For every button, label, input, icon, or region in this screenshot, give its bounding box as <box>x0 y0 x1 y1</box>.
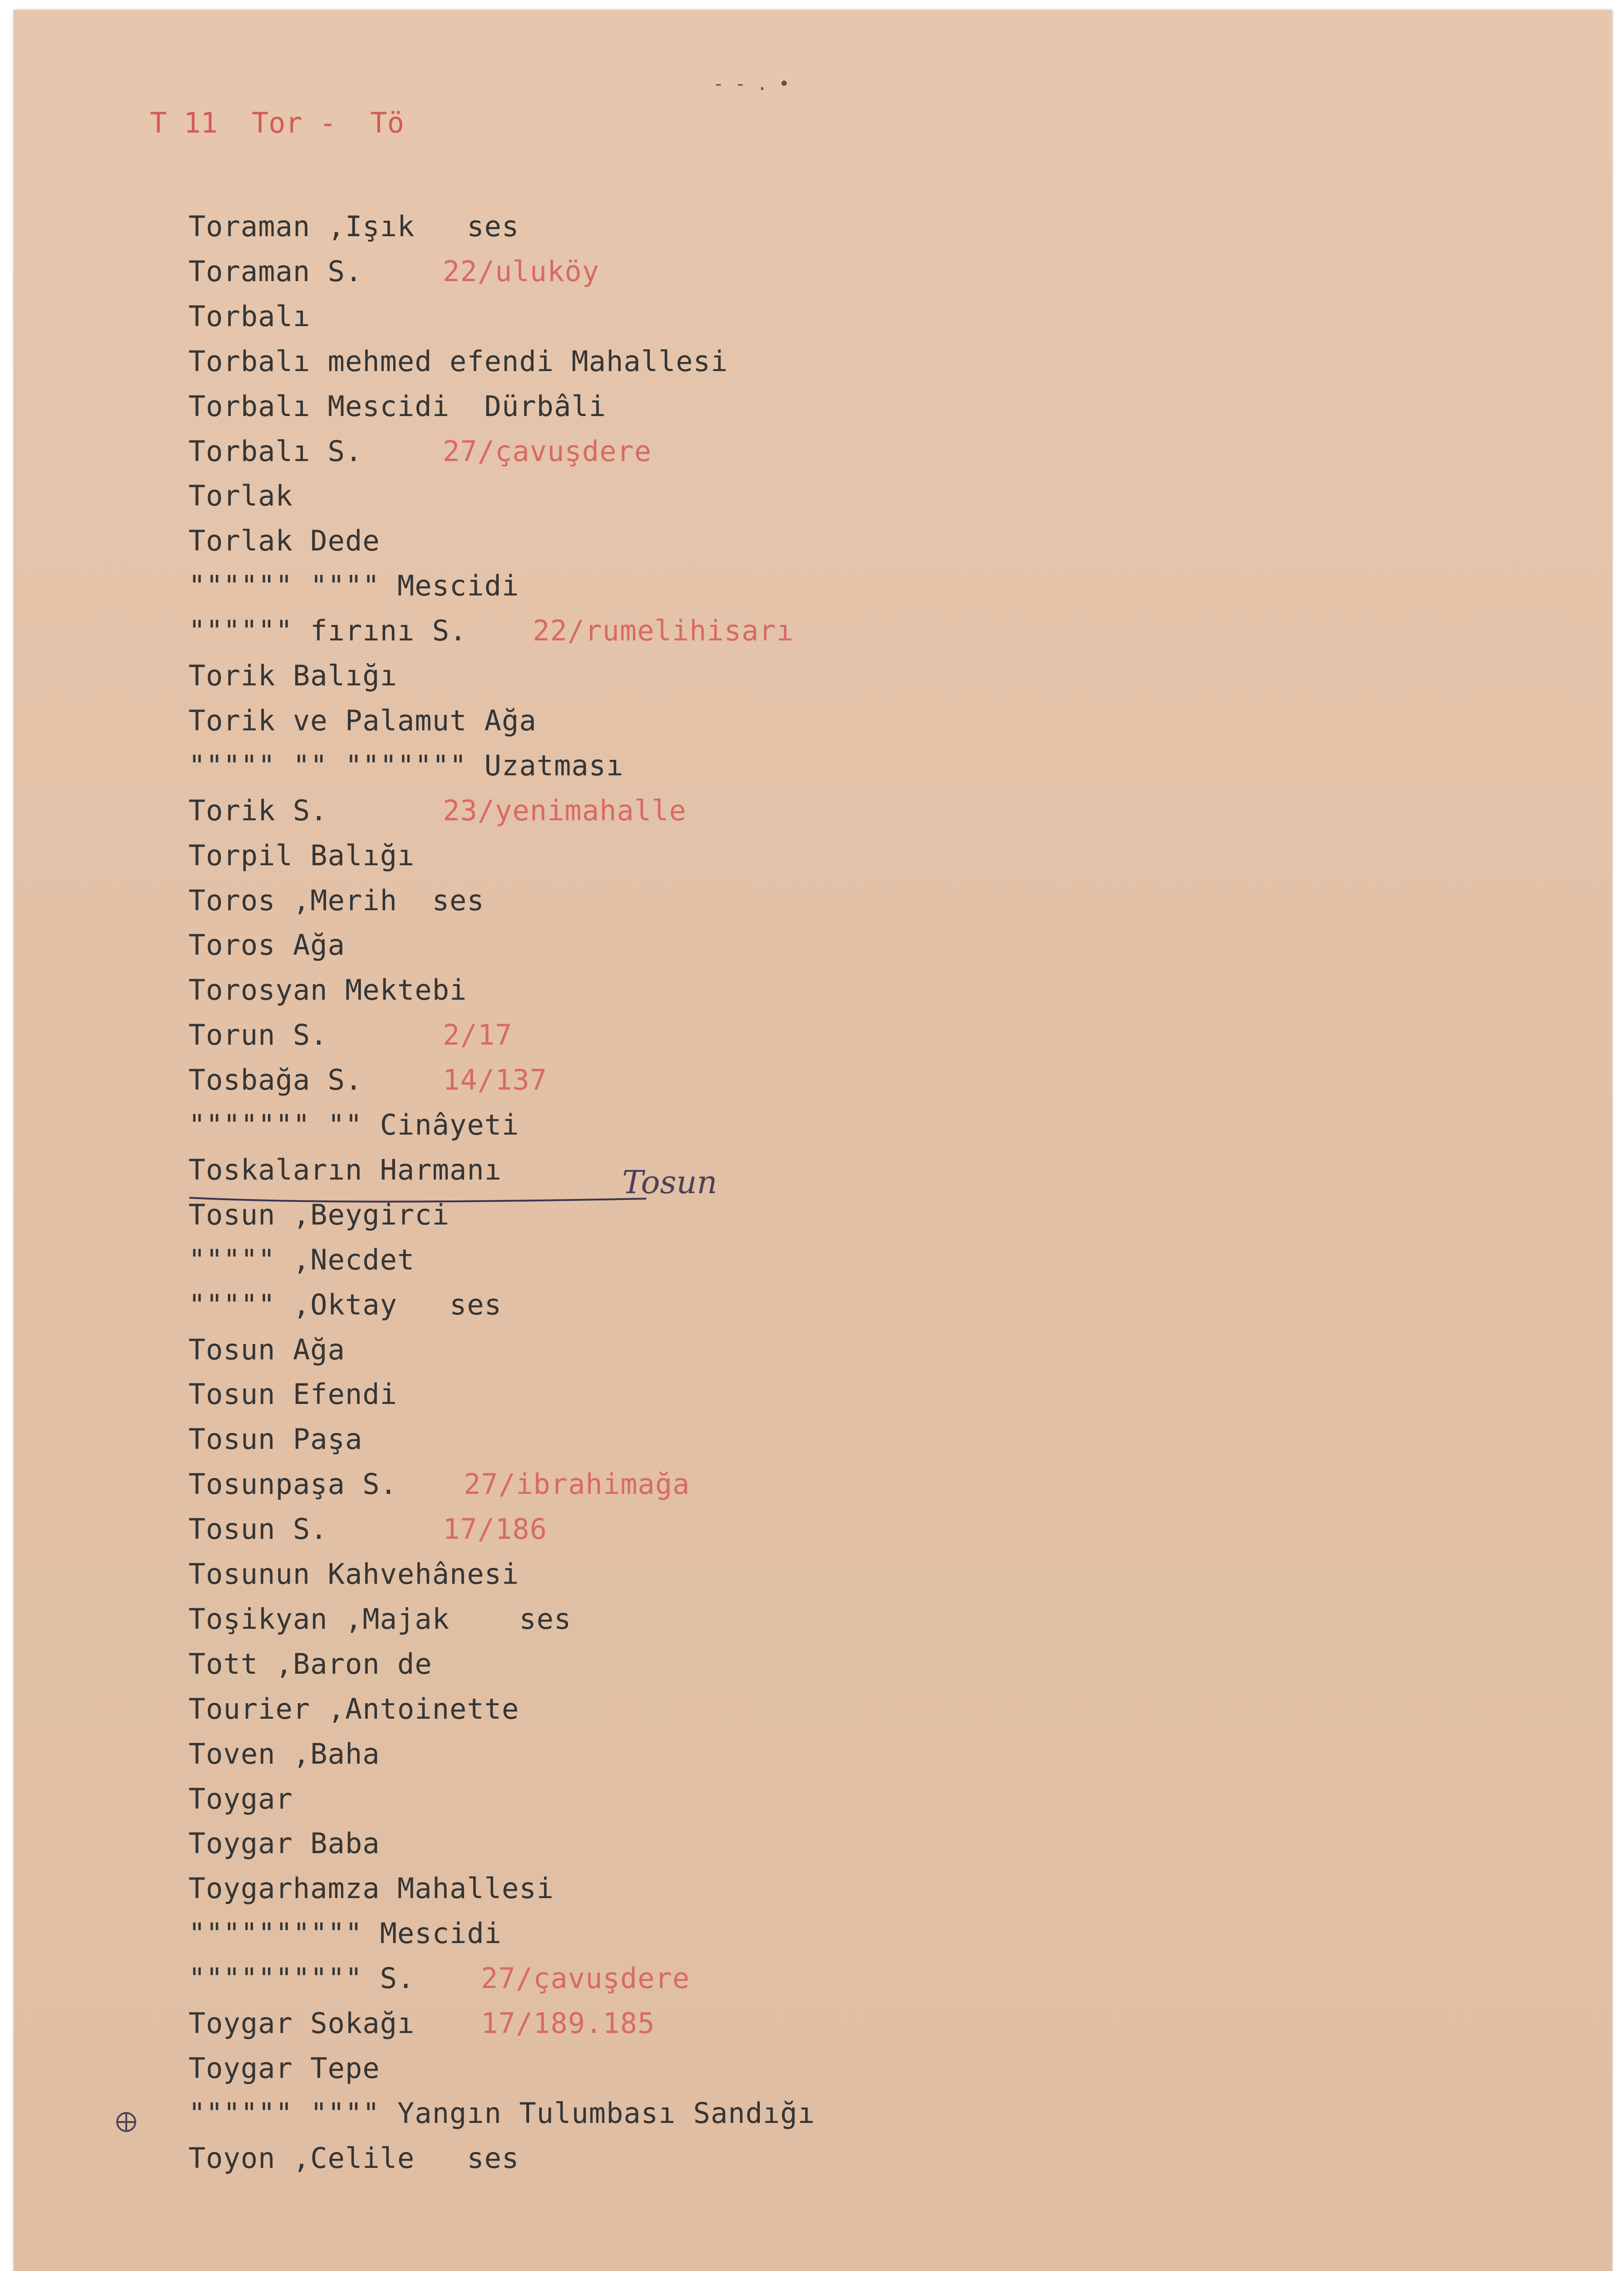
entry-text: Torbalı S. <box>188 434 363 468</box>
index-entry <box>188 1647 432 1688</box>
entry-reference: 27/ibrahimağa <box>464 1468 690 1501</box>
index-entry <box>188 390 606 431</box>
entry-reference: 14/137 <box>443 1063 547 1097</box>
entry-text: Toygar <box>188 1782 293 1815</box>
paper-marks: - - . • <box>713 74 790 94</box>
entry-text: Torun S. <box>188 1018 328 1052</box>
index-entry <box>188 254 599 296</box>
entry-text: """""" """" Yangın Tulumbası Sandığı <box>188 2096 815 2130</box>
index-entry <box>188 1153 502 1194</box>
index-entry <box>188 1468 690 1508</box>
entry-text: Torik ve Palamut Ağa <box>188 704 537 737</box>
entry-reference: 27/çavuşdere <box>481 1962 690 1995</box>
index-entry <box>188 1782 293 1823</box>
entry-text: Torik Balığı <box>188 659 397 692</box>
index-entry <box>188 1917 502 1958</box>
entry-text: Toygarhamza Mahallesi <box>188 1872 554 1905</box>
index-entry <box>188 524 380 565</box>
index-entry <box>188 569 519 610</box>
entry-text: """""""""" Mescidi <box>188 1917 502 1950</box>
entry-text: Tourier ,Antoinette <box>188 1692 520 1726</box>
entry-reference: 23/yenimahalle <box>443 793 687 827</box>
index-entry <box>188 749 624 790</box>
entry-text: Toşikyan ,Majak ses <box>188 1602 572 1636</box>
entry-text: Toygar Sokağı <box>188 2007 415 2040</box>
entry-text: Toraman S. <box>188 254 363 288</box>
entry-text: Tosun Efendi <box>188 1378 397 1411</box>
index-entry <box>188 1108 519 1149</box>
index-entry <box>188 2052 380 2092</box>
index-entry <box>188 1557 519 1598</box>
entry-reference: 17/186 <box>443 1512 547 1546</box>
index-entry <box>188 1692 519 1733</box>
index-entry <box>188 345 728 386</box>
entry-text: """""" """" Mescidi <box>188 569 520 603</box>
index-entry <box>188 1512 547 1553</box>
entry-text: Torosyan Mektebi <box>188 973 467 1007</box>
entry-text: Toygar Baba <box>188 1827 380 1860</box>
entry-text: Torbalı mehmed efendi Mahallesi <box>188 344 728 378</box>
entry-text: Tosun Paşa <box>188 1423 363 1456</box>
entry-text: Torlak <box>188 479 293 513</box>
entry-text: Toskaların Harmanı <box>188 1153 502 1186</box>
entry-text: Tosun Ağa <box>188 1333 345 1366</box>
entry-reference: 17/189.185 <box>481 2007 655 2040</box>
index-entry <box>188 659 397 700</box>
index-entry <box>188 1288 502 1329</box>
index-entry <box>188 1872 554 1913</box>
entry-text: Toyon ,Celile ses <box>188 2141 520 2175</box>
handwritten-underline <box>188 1192 647 1206</box>
entry-reference: 22/uluköy <box>443 254 599 288</box>
handwritten-note: Tosun <box>622 1164 718 1201</box>
index-entry <box>188 839 415 880</box>
entry-reference: 2/17 <box>443 1018 513 1052</box>
index-entry <box>188 1423 362 1463</box>
index-entry <box>188 2142 519 2182</box>
entry-text: Torik S. <box>188 793 328 827</box>
entry-text: """"" "" """"""" Uzatması <box>188 749 624 782</box>
index-entry <box>188 434 652 476</box>
entry-text: Tosun S. <box>188 1512 328 1546</box>
entry-text: Torbalı Mescidi Dürbâli <box>188 389 606 423</box>
index-entry <box>188 884 485 925</box>
index-entry <box>188 210 519 251</box>
index-entry <box>188 1018 513 1059</box>
entry-text: """"""" "" Cinâyeti <box>188 1108 520 1141</box>
index-entry <box>188 614 794 655</box>
index-entry <box>188 1962 690 2003</box>
index-entry <box>188 1827 380 1868</box>
entry-text: Tott ,Baron de <box>188 1647 432 1681</box>
entry-text: Torbalı <box>188 299 311 333</box>
entry-text: Toros Ağa <box>188 928 345 962</box>
index-entry <box>188 704 537 745</box>
entry-text: Toraman ,Işık ses <box>188 210 520 243</box>
index-entry <box>188 928 345 969</box>
index-entry <box>188 2097 815 2137</box>
index-entry <box>188 793 687 835</box>
index-entry <box>188 300 310 341</box>
entry-text: """"" ,Necdet <box>188 1243 415 1276</box>
entry-text: Toygar Tepe <box>188 2051 380 2085</box>
entry-text: Tosbağa S. <box>188 1063 363 1097</box>
entry-text: """"" ,Oktay ses <box>188 1288 502 1321</box>
index-entry <box>188 1378 397 1418</box>
entry-text: Toven ,Baha <box>188 1737 380 1770</box>
margin-stamp-icon <box>113 2108 140 2136</box>
index-entry <box>188 1737 380 1778</box>
page-header: T 11 Tor - Tö <box>150 106 404 139</box>
index-entry <box>188 973 467 1014</box>
entry-text: Torpil Balığı <box>188 838 415 872</box>
entry-text: Tosunpaşa S. <box>188 1468 397 1501</box>
index-entry <box>188 1333 345 1374</box>
entry-text: Torlak Dede <box>188 524 380 558</box>
index-entry <box>188 1063 547 1104</box>
entry-text: Tosun ,Beygirci <box>188 1198 450 1231</box>
index-entry <box>188 1602 571 1643</box>
index-card-page <box>14 10 1612 2271</box>
entry-reference: 22/rumelihisarı <box>533 614 794 648</box>
entry-text: Tosunun Kahvehânesi <box>188 1557 520 1591</box>
entry-reference: 27/çavuşdere <box>443 434 652 468</box>
index-entry <box>188 479 293 520</box>
index-entry <box>188 1243 415 1284</box>
entry-text: Toros ,Merih ses <box>188 883 485 917</box>
entry-text: """""" fırını S. <box>188 614 467 648</box>
entry-text: """""""""" S. <box>188 1962 415 1995</box>
index-entry <box>188 2007 655 2048</box>
